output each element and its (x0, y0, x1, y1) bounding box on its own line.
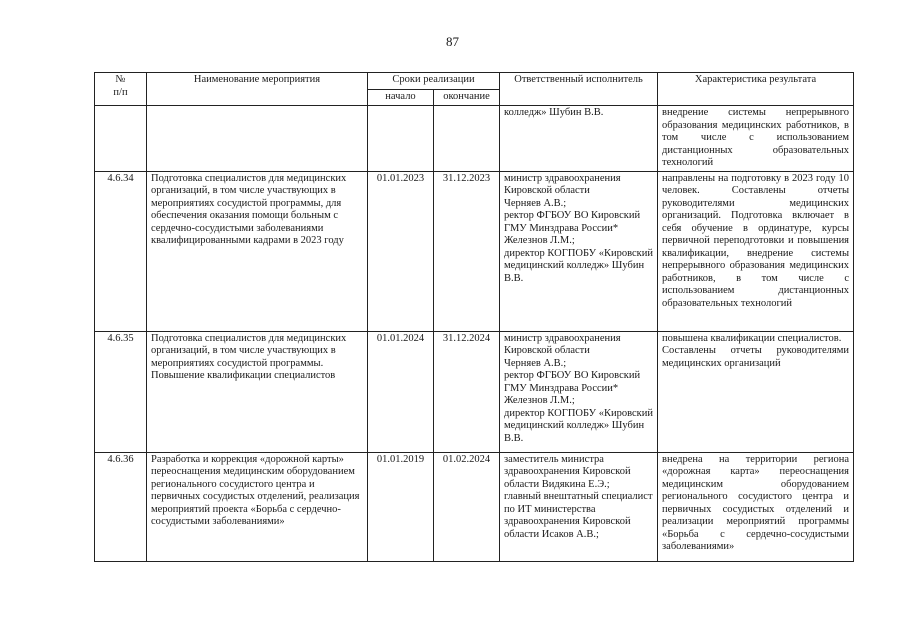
row-responsible: заместитель министра здравоохранения Кировской области Видякина Е.Э.; главный внештатный специалист по ИТ министерства здравоохранения Кировской области Исаков А.В.; (500, 452, 658, 561)
header-result: Характеристика результата (658, 73, 854, 106)
row-end-date: 31.12.2023 (434, 171, 500, 331)
header-start: начало (368, 90, 434, 106)
header-responsible: Ответственный исполнитель (500, 73, 658, 106)
row-end-date: 01.02.2024 (434, 452, 500, 561)
row-number: 4.6.34 (95, 171, 147, 331)
row-responsible: министр здравоохранения Кировской области Черняев А.В.; ректор ФГБОУ ВО Кировский ГМУ Минздрава России* Железнов Л.М.; директор КОГПОБУ «Кировский медицинский колледж» Шубин В.В. (500, 331, 658, 452)
row-end-date (434, 106, 500, 172)
row-number: 4.6.35 (95, 331, 147, 452)
activities-table (94, 72, 854, 562)
row-activity-name: Подготовка специалистов для медицинских организаций, в том числе участвующих в мероприятиях сосудистой программы. Повышение квалификации специалистов (147, 331, 368, 452)
row-number (95, 106, 147, 172)
header-terms: Сроки реализации (368, 73, 500, 90)
row-activity-name: Разработка и коррекция «дорожной карты» переоснащения медицинским оборудованием регионального сосудистого центра и первичных сосудистых отделений, реализация мероприятий проекта «Борьба с сердечно-сосудистыми заболеваниями» (147, 452, 368, 561)
table-row (95, 106, 854, 172)
header-end: окончание (434, 90, 500, 106)
table-row (95, 331, 854, 452)
row-activity-name: Подготовка специалистов для медицинских организаций, в том числе участвующих в мероприятиях сосудистой программы, для обеспечения оказания помощи больным с сердечно-сосудистыми заболеваниями квалифицированными кадрами в 2023 году (147, 171, 368, 331)
table-row (95, 171, 854, 331)
row-start-date: 01.01.2019 (368, 452, 434, 561)
header-number: № п/п (95, 73, 147, 106)
row-result: внедрение системы непрерывного образования медицинских работников, в том числе с использованием дистанционных образовательных технологий (658, 106, 854, 172)
row-responsible: колледж» Шубин В.В. (500, 106, 658, 172)
table-row (95, 452, 854, 561)
row-start-date (368, 106, 434, 172)
row-responsible: министр здравоохранения Кировской области Черняев А.В.; ректор ФГБОУ ВО Кировский ГМУ Минздрава России* Железнов Л.М.; директор КОГПОБУ «Кировский медицинский колледж» Шубин В.В. (500, 171, 658, 331)
row-result: внедрена на территории региона «дорожная карта» переоснащения медицинским оборудованием регионального сосудистого центра и первичных сосудистых отделений и реализации мероприятий программы «Борьба с сердечно-сосудистыми заболеваниями» (658, 452, 854, 561)
header-activity-name: Наименование мероприятия (147, 73, 368, 106)
row-end-date: 31.12.2024 (434, 331, 500, 452)
row-number: 4.6.36 (95, 452, 147, 561)
row-result: направлены на подготовку в 2023 году 10 человек. Составлены отчеты руководителями медицинских организаций. Подготовка включает в себя обучение в ординатуре, курсы первичной переподготовки и повышения квалификации, внедрение системы непрерывного образования медицинских работников, в том числе с использованием дистанционных образовательных технологий (658, 171, 854, 331)
row-start-date: 01.01.2024 (368, 331, 434, 452)
row-activity-name (147, 106, 368, 172)
row-start-date: 01.01.2023 (368, 171, 434, 331)
page-number: 87 (446, 34, 459, 49)
row-result: повышена квалификации специалистов. Составлены отчеты руководителями медицинских организаций (658, 331, 854, 452)
